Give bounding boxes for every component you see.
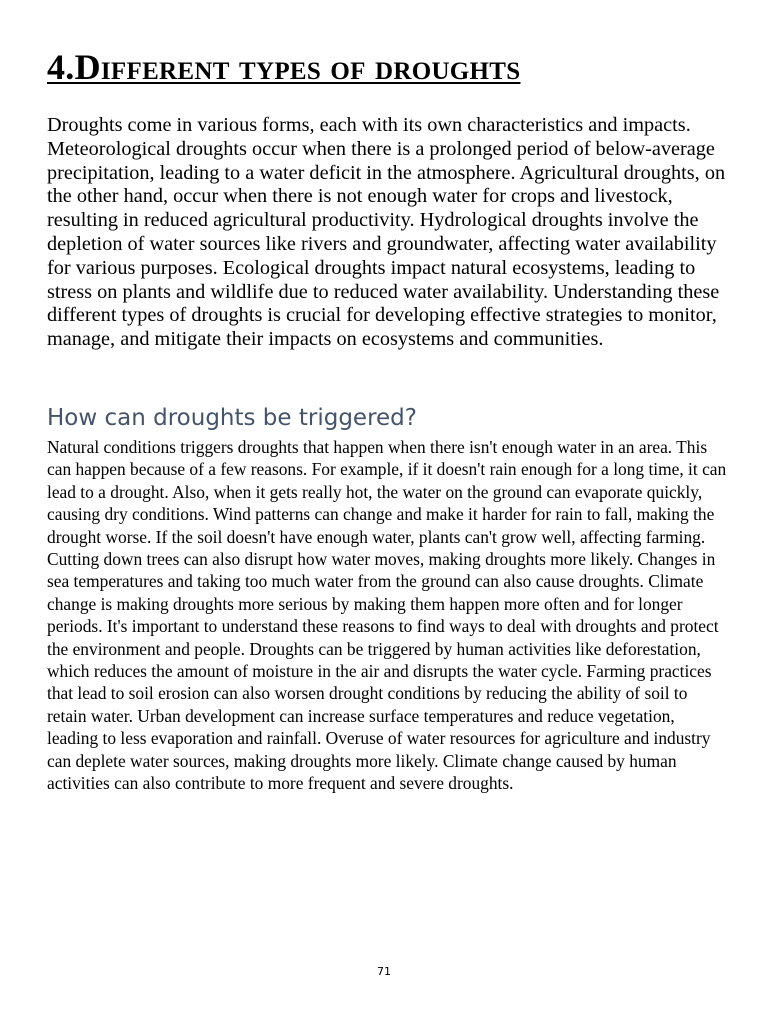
section-heading: How can droughts be triggered? — [47, 405, 417, 431]
body-paragraph: Natural conditions triggers droughts that happen when there isn't enough water in an area. This can happen because of a few reasons. For example, if it doesn't rain enough for a long time, it can lead to a drought. Also, when it gets really hot, the water on the ground can evaporate quickly, causing dry conditions. Wind patterns can change and make it harder for rain to fall, making the drought worse. If the soil doesn't have enough water, plants can't grow well, affecting farming. Cutting down trees can also disrupt how water moves, making droughts more likely. Changes in sea temperatures and taking too much water from the ground can also cause droughts. Climate change is making droughts more serious by making them happen more often and for longer periods. It's important to understand these reasons to find ways to deal with droughts and protect the environment and people. Droughts can be triggered by human activities like deforestation, which reduces the amount of moisture in the air and disrupts the water cycle. Farming practices that lead to soil erosion can also worsen drought conditions by reducing the ability of soil to retain water. Urban development can increase surface temperatures and reduce vegetation, leading to less evaporation and rainfall. Overuse of water resources for agriculture and industry can deplete water sources, making droughts more likely. Climate change caused by human activities can also contribute to more frequent and severe droughts. — [47, 437, 727, 794]
page-title: 4.Different types of droughts — [47, 47, 521, 87]
intro-paragraph: Droughts come in various forms, each with its own characteristics and impacts. Meteorological droughts occur when there is a prolonged period of below-average precipitation, leading to a water deficit in the atmosphere. Agricultural droughts, on the other hand, occur when there is not enough water for crops and livestock, resulting in reduced agricultural productivity. Hydrological droughts involve the depletion of water sources like rivers and groundwater, affecting water availability for various purposes. Ecological droughts impact natural ecosystems, leading to stress on plants and wildlife due to reduced water availability. Understanding these different types of droughts is crucial for developing effective strategies to monitor, manage, and mitigate their impacts on ecosystems and communities. — [47, 114, 726, 351]
page-number: 71 — [377, 965, 391, 978]
